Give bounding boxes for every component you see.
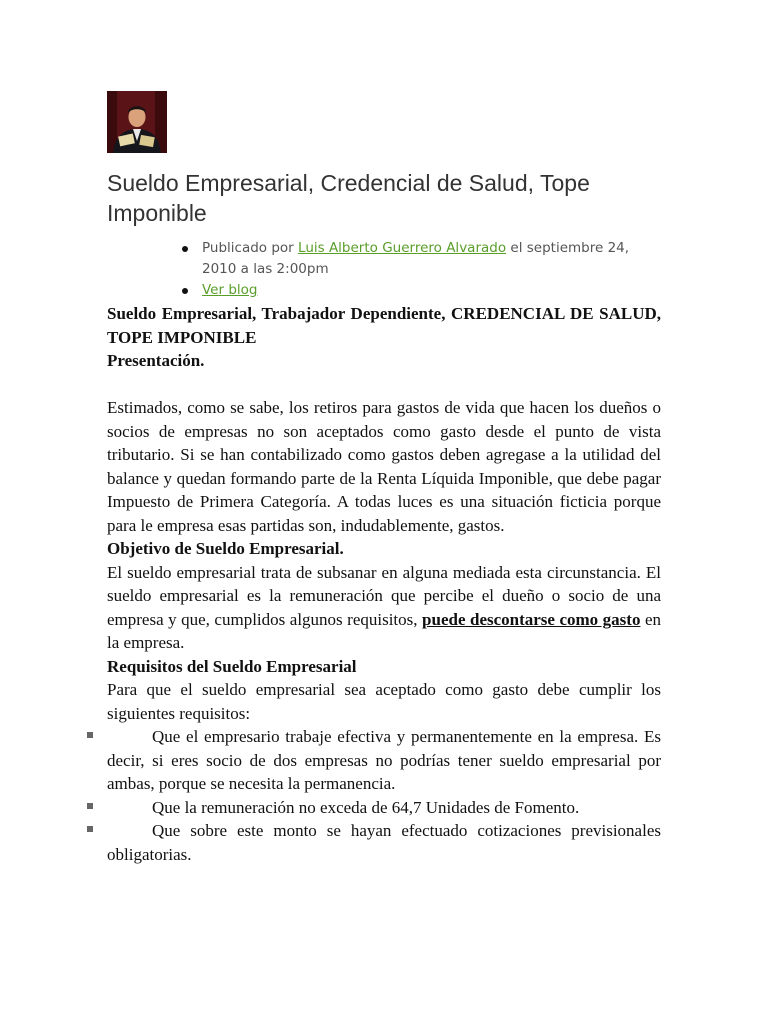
post-meta	[178, 238, 658, 301]
requirements-intro: Para que el sueldo empresarial sea aceptado como gasto debe cumplir los siguientes requisitos:	[107, 680, 661, 723]
objective-heading: Objetivo de Sueldo Empresarial.	[107, 539, 344, 558]
square-bullet-icon	[87, 803, 93, 809]
requirement-item: Que el empresario trabaje efectiva y permanentemente en la empresa. Es decir, si eres socio de dos empresas no podrías tener sueldo empresarial por ambas, porque se necesita la permanencia.	[107, 725, 661, 796]
post-body	[107, 302, 661, 866]
requirement-item: Que la remuneración no exceda de 64,7 Unidades de Fomento.	[107, 796, 661, 820]
requirement-item: Que sobre este monto se hayan efectuado cotizaciones previsionales obligatorias.	[107, 819, 661, 866]
post-title: Sueldo Empresarial, Credencial de Salud, Tope Imponible	[107, 170, 590, 226]
square-bullet-icon	[87, 732, 93, 738]
author-link[interactable]: Luis Alberto Guerrero Alvarado	[298, 240, 507, 256]
published-line: Publicado por Luis Alberto Guerrero Alvarado el septiembre 24, 2010 a las 2:00pm	[178, 238, 658, 280]
presentation-heading: Presentación.	[107, 351, 205, 370]
body-heading: Sueldo Empresarial, Trabajador Dependiente, CREDENCIAL DE SALUD, TOPE IMPONIBLE	[107, 304, 661, 347]
requirements-heading: Requisitos del Sueldo Empresarial	[107, 656, 357, 676]
view-blog-item	[178, 280, 658, 301]
presentation-paragraph: Estimados, como se sabe, los retiros para gastos de vida que hacen los dueños o socios de empresas no son aceptados como gasto desde el punto de vista tributario. Si se han contabilizado como gastos deben agregase a la utilidad del balance y quedan formando parte de la Renta Líquida Imponible, que debe pagar Impuesto de Primera Categoría. A todas luces es una situación ficticia porque para le empresa esas partidas son, indudablemente, gastos.	[107, 398, 661, 535]
deductible-link[interactable]: puede descontarse como gasto	[422, 609, 641, 629]
square-bullet-icon	[87, 826, 93, 832]
objective-paragraph: El sueldo empresarial trata de subsanar en alguna mediada esta circunstancia. El sueldo empresarial es la remuneración que percibe el dueño o socio de una empresa y que, cumplidos algunos requisitos, puede descontarse como gasto en la empresa.	[107, 562, 662, 652]
view-blog-link[interactable]: Ver blog	[202, 282, 258, 298]
author-avatar[interactable]	[107, 91, 167, 153]
